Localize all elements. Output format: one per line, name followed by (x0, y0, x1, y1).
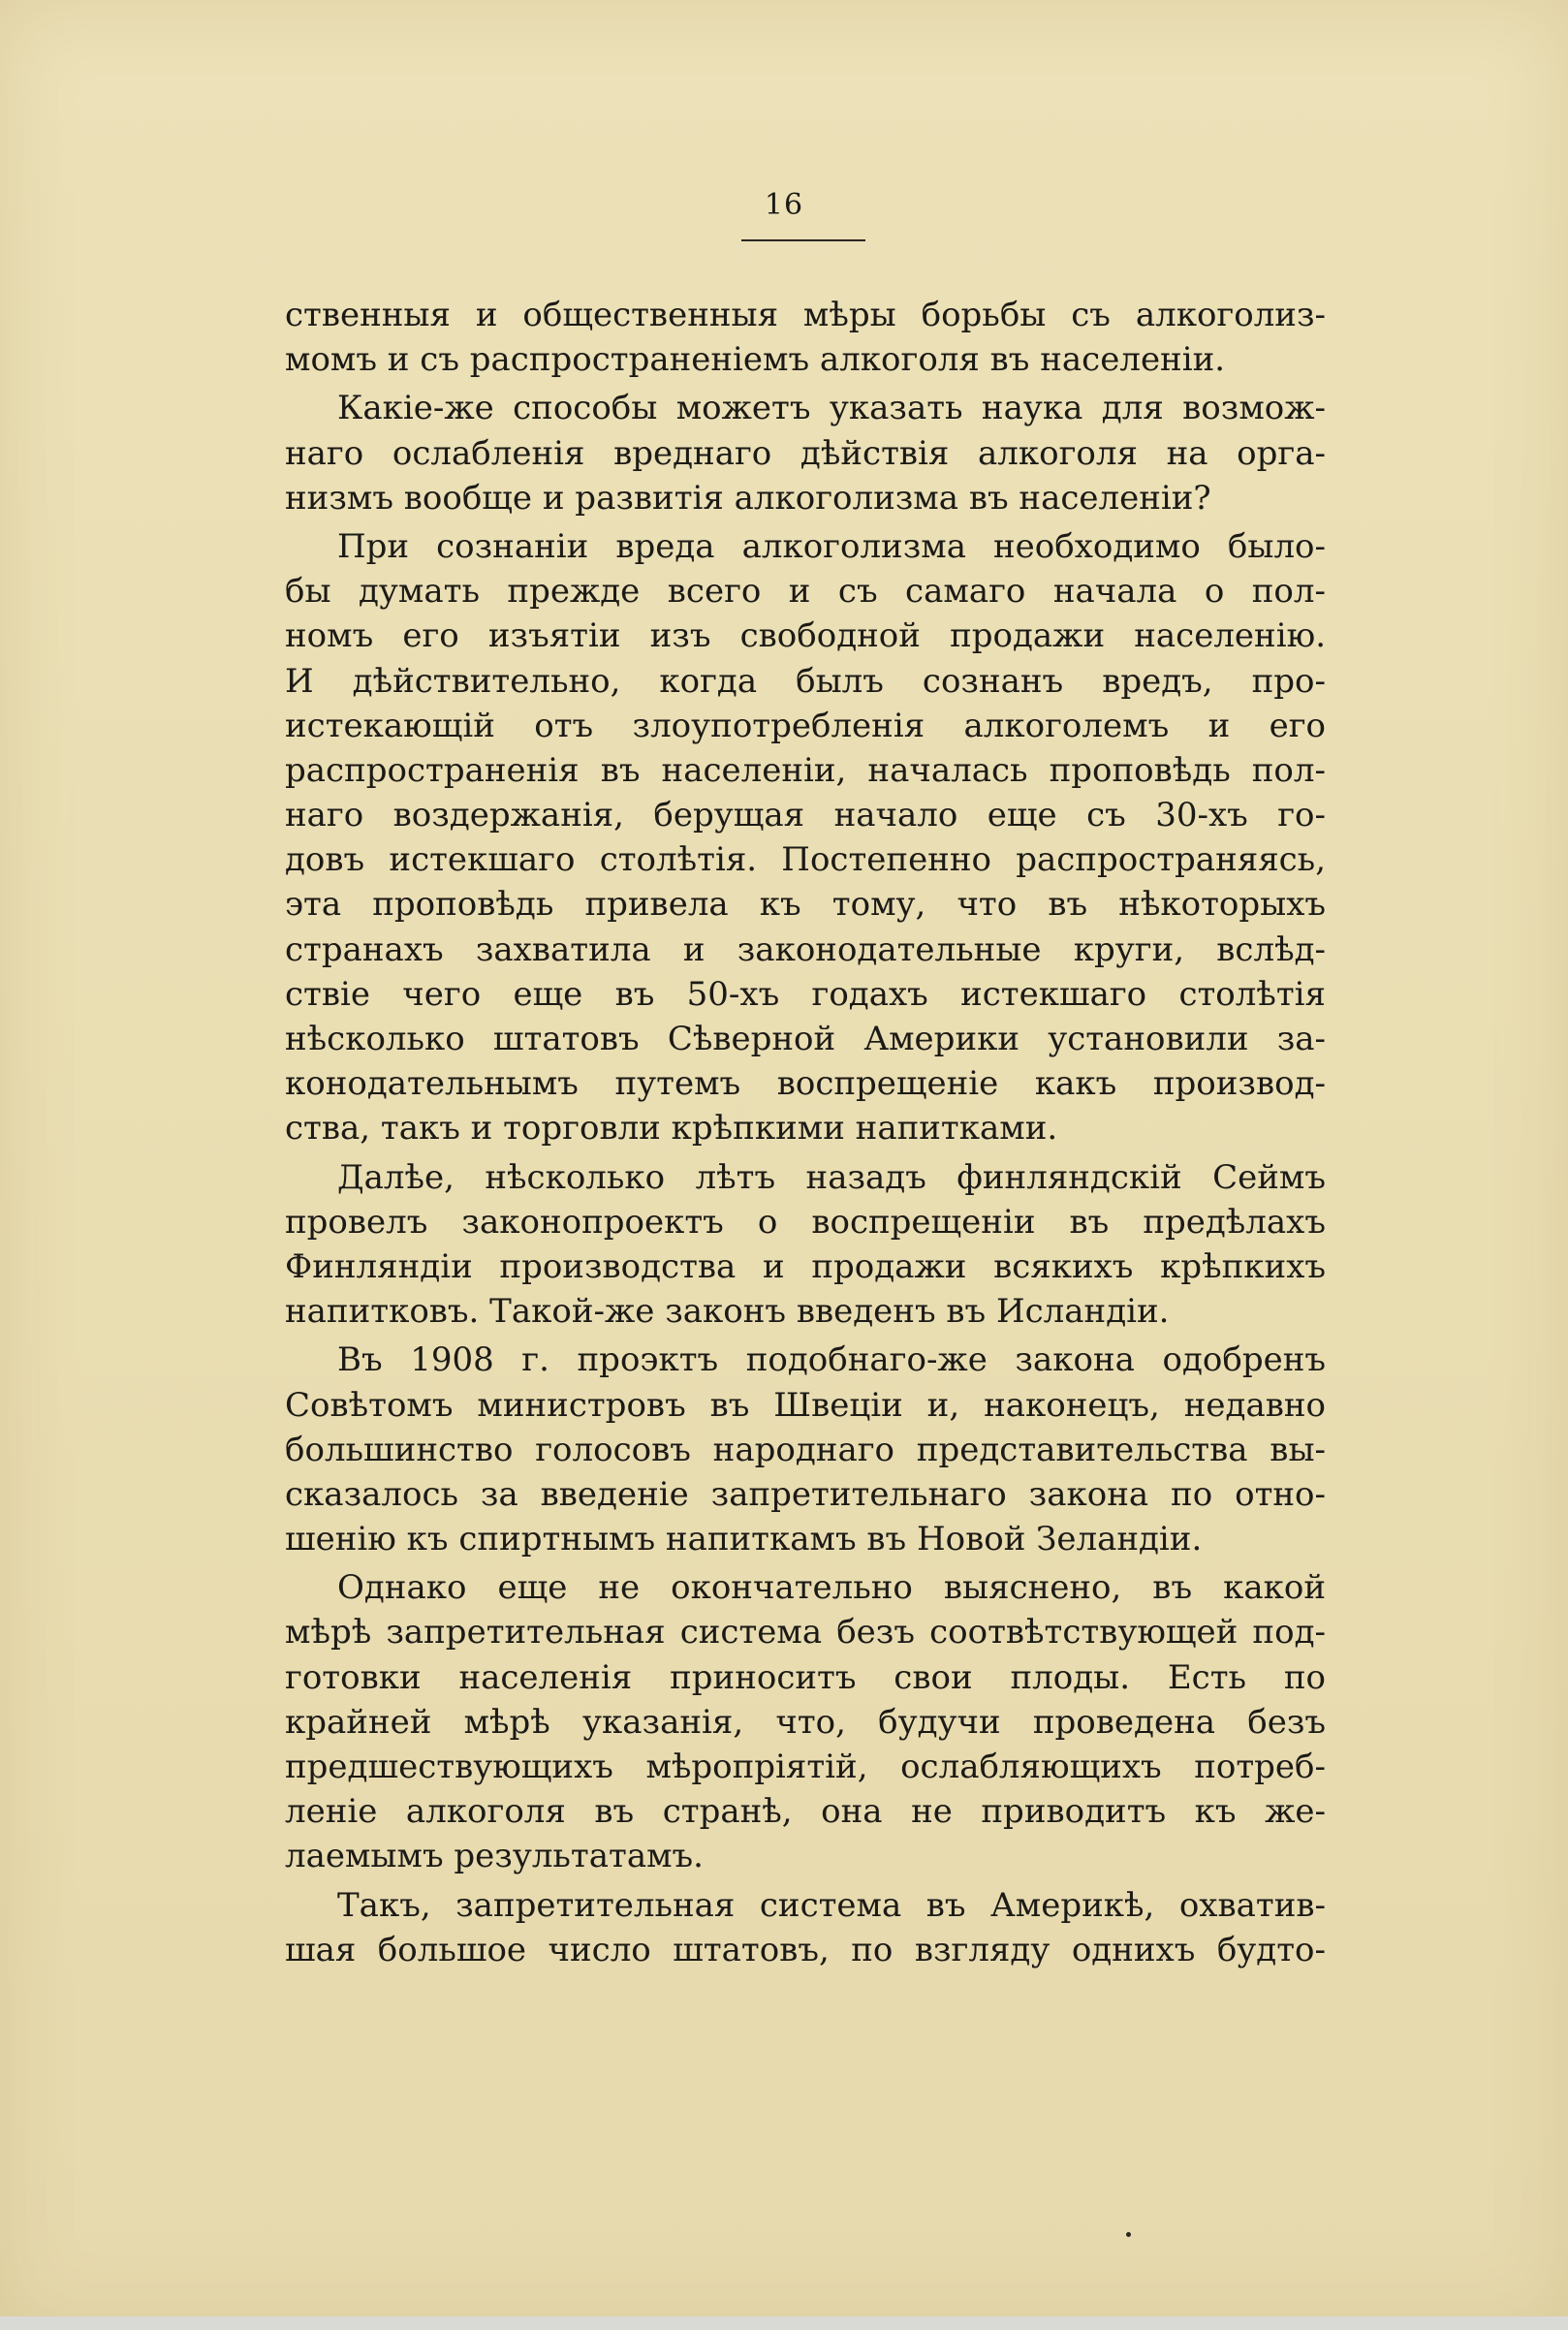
text-line: номъ его изъятіи изъ свободной продажи населенію. (285, 616, 1326, 656)
text-line: большинство голосовъ народнаго представительства вы- (285, 1430, 1326, 1469)
paragraph (285, 293, 1326, 382)
text-line: довъ истекшаго столѣтія. Постепенно распространяясь, (285, 840, 1326, 880)
paragraph (285, 1338, 1326, 1561)
text-line: низмъ вообще и развитія алкоголизма въ населеніи? (285, 478, 1211, 518)
text-line: ства, такъ и торговли крѣпкими напитками. (285, 1109, 1058, 1149)
text-line: конодательнымъ путемъ воспрещеніе какъ производ- (285, 1064, 1326, 1104)
scan-edge (0, 2316, 1568, 2330)
text-line: распространенія въ населеніи, началась проповѣдь пол- (285, 750, 1326, 790)
text-line: ствіе чего еще въ 50-хъ годахъ истекшаго столѣтія (285, 974, 1326, 1014)
text-line: напитковъ. Такой-же законъ введенъ въ Исландіи. (285, 1292, 1170, 1332)
text-line: шая большое число штатовъ, по взгляду однихъ будто- (285, 1930, 1326, 1969)
text-line: крайней мѣрѣ указанія, что, будучи проведена безъ (285, 1702, 1326, 1742)
text-line: Какіе-же способы можетъ указать наука для возмож- (337, 389, 1326, 428)
text-line: Однако еще не окончательно выяснено, въ какой (337, 1568, 1326, 1608)
text-line: момъ и съ распространеніемъ алкоголя въ населеніи. (285, 340, 1226, 380)
paragraph (285, 524, 1326, 1151)
text-line: нѣсколько штатовъ Сѣверной Америки установили за- (285, 1020, 1326, 1058)
ink-speck (1126, 2232, 1131, 2237)
text-line: истекающій отъ злоупотребленія алкоголемъ и его (285, 706, 1326, 745)
text-line: При сознаніи вреда алкоголизма необходимо было- (337, 526, 1326, 566)
text-line: странахъ захватила и законодательные круги, вслѣд- (285, 929, 1326, 969)
text-line: Далѣе, нѣсколько лѣтъ назадъ финляндскій Сеймъ (337, 1157, 1326, 1197)
text-line: И дѣйствительно, когда былъ сознанъ вредъ, про- (285, 661, 1326, 701)
text-line: мѣрѣ запретительная система безъ соотвѣтствующей под- (285, 1613, 1326, 1653)
page-number: 16 (764, 188, 804, 222)
text-line: наго воздержанія, берущая начало еще съ 30-хъ го- (285, 796, 1326, 835)
paragraph (285, 1883, 1326, 1972)
text-line: бы думать прежде всего и съ самаго начала о пол- (285, 572, 1326, 612)
text-line: лаемымъ результатамъ. (285, 1837, 704, 1876)
text-line: шенію къ спиртнымъ напиткамъ въ Новой Зеландіи. (285, 1520, 1203, 1559)
text-line: леніе алкоголя въ странѣ, она не приводитъ къ же- (285, 1792, 1326, 1832)
paragraph (285, 1565, 1326, 1878)
text-line: Совѣтомъ министровъ въ Швеціи и, наконецъ, недавно (285, 1385, 1326, 1425)
body-text (285, 293, 1326, 1972)
paragraph (285, 386, 1326, 520)
text-line: эта проповѣдь привела къ тому, что въ нѣкоторыхъ (285, 885, 1326, 925)
text-line: наго ослабленія вреднаго дѣйствія алкоголя на орга- (285, 433, 1326, 473)
text-line: Финляндіи производства и продажи всякихъ крѣпкихъ (285, 1246, 1326, 1286)
text-line: ственныя и общественныя мѣры борьбы съ алкоголиз- (285, 296, 1326, 334)
paragraph (285, 1155, 1326, 1335)
text-line: провелъ законопроектъ о воспрещеніи въ предѣлахъ (285, 1202, 1326, 1242)
text-line: Въ 1908 г. проэктъ подобнаго-же закона одобренъ (337, 1340, 1326, 1380)
text-line: готовки населенія приноситъ свои плоды. Есть по (285, 1657, 1326, 1697)
page-number-rule (741, 239, 865, 241)
text-line: сказалось за введеніе запретительнаго закона по отно- (285, 1474, 1326, 1514)
text-line: Такъ, запретительная система въ Америкѣ, охватив- (337, 1885, 1326, 1925)
text-line: предшествующихъ мѣропріятій, ослабляющихъ потреб- (285, 1748, 1326, 1786)
